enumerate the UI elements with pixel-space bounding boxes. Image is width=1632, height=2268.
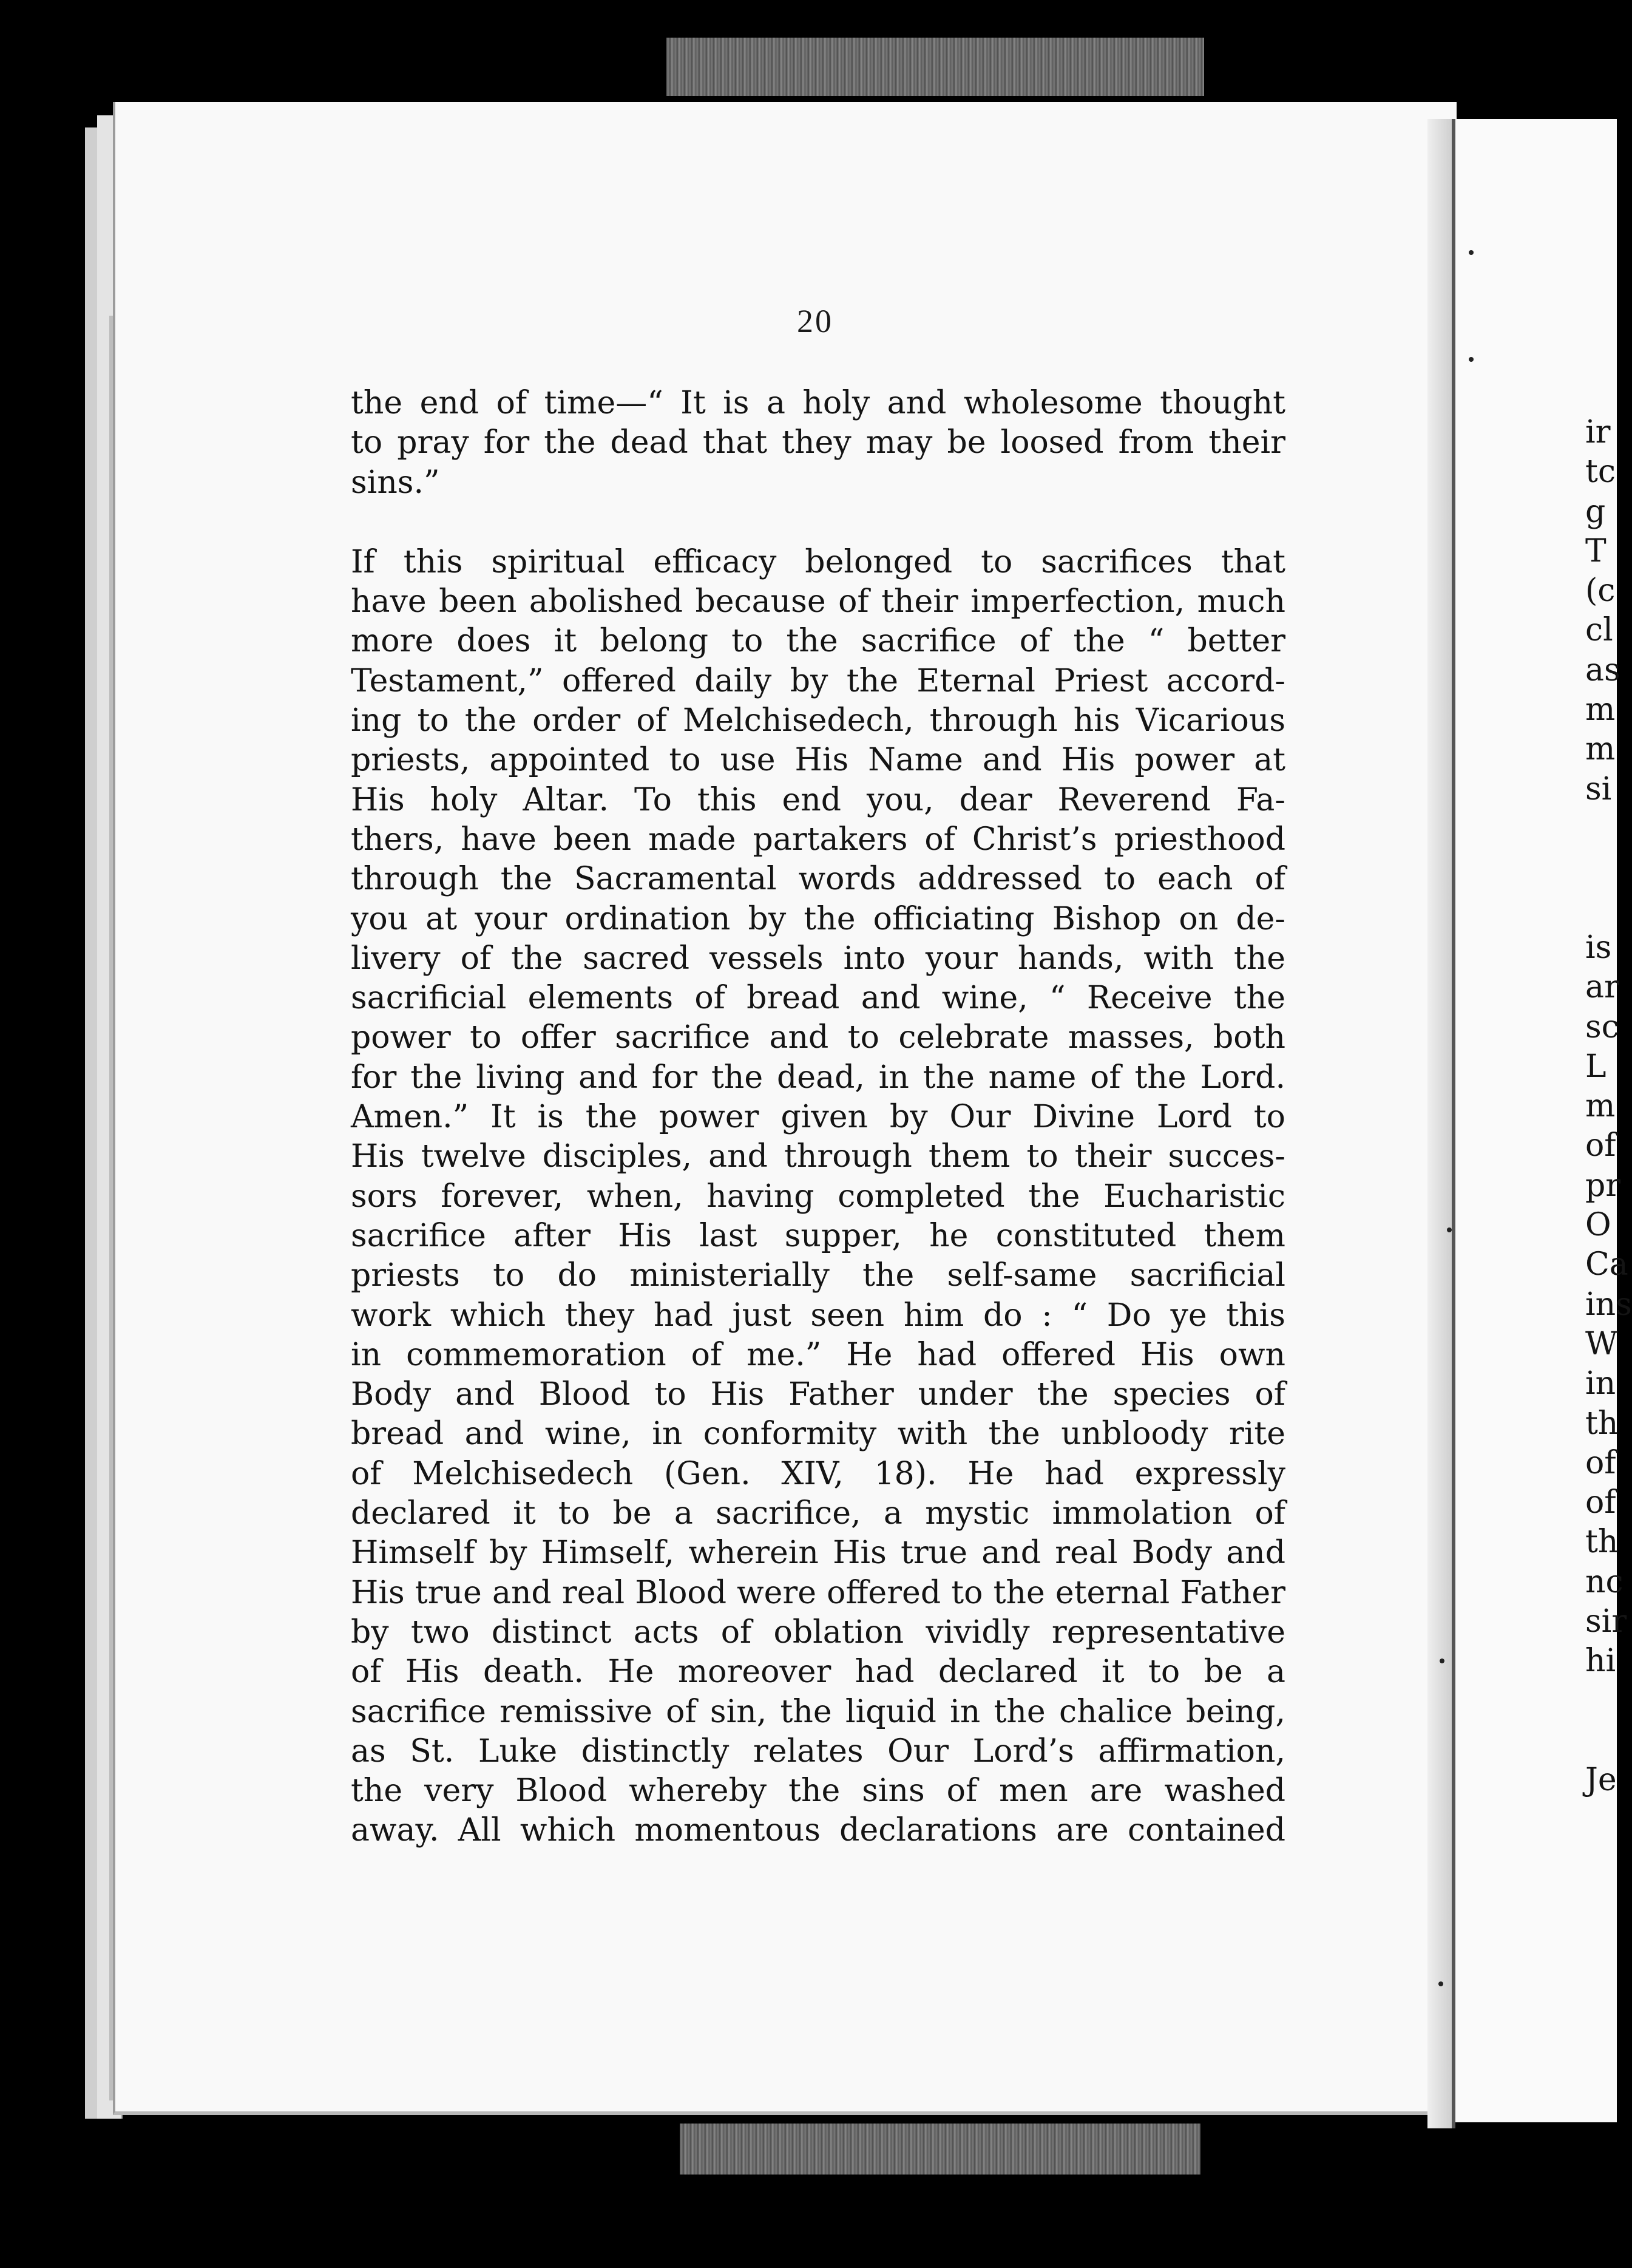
right-page-fragment: (c bbox=[1585, 572, 1616, 609]
right-page-fragment: Ca bbox=[1585, 1246, 1628, 1283]
right-page-fragment: ins bbox=[1585, 1286, 1632, 1323]
text-line: by two distinct acts of oblation vividly representative bbox=[351, 1614, 1285, 1651]
text-line: His true and real Blood were offered to the eternal Father bbox=[351, 1574, 1285, 1611]
text-line: as St. Luke distinctly relates Our Lord’s affirmation, bbox=[351, 1733, 1285, 1770]
text-line: more does it belong to the sacrifice of the “ better bbox=[351, 623, 1285, 660]
text-line: away. All which momentous declarations are contained bbox=[351, 1812, 1285, 1849]
text-line: declared it to be a sacrifice, a mystic immolation of bbox=[351, 1495, 1285, 1532]
paragraph-break bbox=[351, 503, 1285, 543]
right-page-fragment: cl bbox=[1585, 612, 1613, 649]
scan-speck bbox=[1469, 357, 1474, 362]
text-line: Testament,” offered daily by the Eternal Priest accord- bbox=[351, 662, 1285, 699]
right-page-fragment: ir bbox=[1585, 414, 1611, 450]
right-page-fragment: tc bbox=[1585, 453, 1616, 491]
right-page-fragment: of bbox=[1585, 1127, 1616, 1164]
text-line: sacrificial elements of bread and wine, “ Receive the bbox=[351, 980, 1285, 1017]
right-page-fragment: m bbox=[1585, 691, 1616, 728]
right-page-fragment: pr bbox=[1585, 1167, 1621, 1204]
text-line: in commemoration of me.” He had offered His own bbox=[351, 1336, 1285, 1373]
right-page-fragment: m bbox=[1585, 1088, 1616, 1125]
right-page-fragment: T bbox=[1585, 532, 1607, 569]
text-line: of His death. He moreover had declared it to be a bbox=[351, 1654, 1285, 1691]
film-strip-bottom bbox=[680, 2124, 1200, 2175]
right-page-fragment: as bbox=[1585, 651, 1620, 688]
right-page-fragment: O bbox=[1585, 1207, 1611, 1244]
text-line: livery of the sacred vessels into your hands, with the bbox=[351, 940, 1285, 977]
right-page-fragment: th bbox=[1585, 1524, 1619, 1561]
text-line: bread and wine, in conformity with the unbloody rite bbox=[351, 1416, 1285, 1453]
body-text bbox=[351, 384, 1285, 1851]
text-line: sacrifice remissive of sin, the liquid in the chalice being, bbox=[351, 1693, 1285, 1730]
text-line: thers, have been made partakers of Christ’s priesthood bbox=[351, 821, 1285, 858]
scan-speck bbox=[1440, 1659, 1444, 1663]
fragment-gap bbox=[1585, 809, 1617, 928]
text-line: through the Sacramental words addressed to each of bbox=[351, 861, 1285, 898]
right-page-fragment: W bbox=[1585, 1325, 1618, 1362]
scan-speck bbox=[1438, 1981, 1443, 1986]
page-number: 20 bbox=[797, 303, 833, 339]
right-page-fragments bbox=[1585, 413, 1632, 1798]
text-line: you at your ordination by the officiating Bishop on de- bbox=[351, 900, 1285, 937]
right-page-fragment: si bbox=[1585, 770, 1612, 807]
right-page-fragment: sc bbox=[1585, 1008, 1619, 1045]
scan-speck bbox=[1447, 1227, 1452, 1232]
right-page-fragment: nc bbox=[1585, 1563, 1624, 1600]
text-line: Himself by Himself, wherein His true and real Body and bbox=[351, 1535, 1285, 1572]
book-gutter bbox=[1427, 119, 1452, 2128]
film-strip-top bbox=[666, 38, 1204, 96]
right-page-fragment: in bbox=[1585, 1365, 1616, 1402]
scan-speck bbox=[1469, 250, 1474, 255]
text-line: sacrifice after His last supper, he constituted them bbox=[351, 1217, 1285, 1254]
text-line: priests to do ministerially the self-same sacrificial bbox=[351, 1257, 1285, 1294]
right-page-fragment: L bbox=[1585, 1048, 1607, 1085]
text-line: sors forever, when, having completed the Eucharistic bbox=[351, 1178, 1285, 1215]
text-line: the end of time—“ It is a holy and wholesome thought bbox=[351, 385, 1285, 421]
text-line: power to offer sacrifice and to celebrate masses, both bbox=[351, 1019, 1285, 1056]
text-line: the very Blood whereby the sins of men are washed bbox=[351, 1773, 1285, 1810]
text-line: have been abolished because of their imperfection, much bbox=[351, 583, 1285, 620]
text-line: of Melchisedech (Gen. XIV, 18). He had expressly bbox=[351, 1455, 1285, 1492]
text-line: sins.” bbox=[351, 464, 440, 501]
right-page-fragment: Je bbox=[1585, 1762, 1617, 1798]
right-page-fragment: m bbox=[1585, 731, 1616, 768]
right-page-fragment: hi bbox=[1585, 1643, 1616, 1680]
text-line: ing to the order of Melchisedech, through his Vicarious bbox=[351, 702, 1285, 739]
text-line: to pray for the dead that they may be loosed from their bbox=[351, 424, 1285, 461]
right-page-fragment: is bbox=[1585, 929, 1612, 966]
text-line: Body and Blood to His Father under the species of bbox=[351, 1376, 1285, 1413]
text-line: priests, appointed to use His Name and His power at bbox=[351, 742, 1285, 779]
right-page-fragment: sir bbox=[1585, 1603, 1627, 1640]
text-line: His twelve disciples, and through them to their succes- bbox=[351, 1138, 1285, 1175]
right-page-fragment: of bbox=[1585, 1484, 1616, 1521]
text-line: work which they had just seen him do : “ Do ye this bbox=[351, 1297, 1285, 1334]
text-line: If this spiritual efficacy belonged to sacrifices that bbox=[351, 543, 1285, 580]
right-page-fragment: th bbox=[1585, 1405, 1619, 1442]
text-line: His holy Altar. To this end you, dear Reverend Fa- bbox=[351, 781, 1285, 818]
right-page-fragment: ar bbox=[1585, 969, 1619, 1006]
text-line: Amen.” It is the power given by Our Divine Lord to bbox=[351, 1099, 1285, 1136]
right-page-fragment: of bbox=[1585, 1444, 1616, 1481]
text-line: for the living and for the dead, in the name of the Lord. bbox=[351, 1059, 1285, 1096]
right-page-fragment: g bbox=[1585, 493, 1606, 530]
